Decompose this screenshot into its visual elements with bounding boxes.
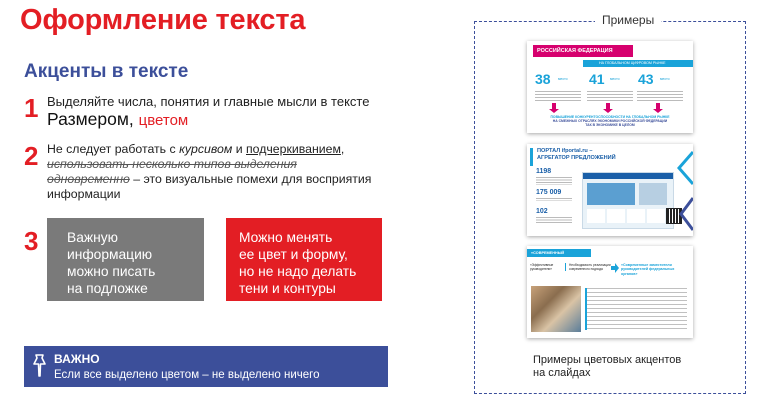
rule-2-part2: и — [232, 142, 246, 156]
red-box-line: тени и контуры — [239, 281, 336, 296]
slide-3-text-lines — [587, 288, 687, 330]
grey-box-line: Важную — [67, 230, 118, 245]
slide-2-stat: 1198 — [536, 168, 552, 175]
slide-1-footer-line: НА СМЕЖНЫХ ОТРАСЛЯХ ЭКОНОМИКИ РОССИЙСКОЙ ФЕДЕРАЦИИ — [552, 119, 668, 124]
important-note — [24, 346, 388, 387]
slide-3-accent-bar — [585, 288, 587, 330]
slide-3-label-left: «Эффективные руководители» — [530, 263, 554, 271]
note-heading: ВАЖНО — [54, 352, 100, 366]
red-backdrop-box — [226, 218, 382, 301]
red-box-line: но не надо делать — [239, 264, 357, 279]
rule-2-italic-word: курсивом — [179, 142, 233, 156]
slide-1-stat: 43 — [638, 71, 654, 87]
example-slide-2[interactable] — [527, 144, 693, 236]
slide-2-decor-icon — [667, 144, 693, 236]
page-title: Оформление текста — [20, 4, 306, 36]
section-subtitle: Акценты в тексте — [24, 61, 189, 82]
slide-1-arrows-icon — [527, 103, 693, 113]
rule-1-color-word: цветом — [138, 112, 189, 129]
examples-panel-title: Примеры — [595, 13, 661, 27]
rule-number-2: 2 — [24, 141, 39, 171]
grey-box-line: информацию — [67, 247, 153, 262]
rule-1-text: Выделяйте числа, понятия и главные мысли в тексте — [47, 94, 370, 109]
note-text: Если все выделено цветом – не выделено ничего — [54, 369, 320, 381]
slide-3-arrow-icon — [611, 263, 619, 273]
slide-1-footer-line: ТАК В ЭКОНОМИКЕ В ЦЕЛОМ — [585, 123, 635, 128]
grey-backdrop-box — [47, 218, 204, 301]
red-box-line: Можно менять — [239, 230, 333, 245]
red-box-text — [239, 229, 356, 297]
examples-caption — [533, 354, 703, 380]
slide-3-header: «СОВРЕМЕННЫЙ ЗАМЕСТИТЕЛЬ» — [527, 249, 591, 257]
slide-3-label-mid: Необходимость реализации современного подхода — [565, 263, 613, 271]
slide-2-screenshot — [582, 172, 674, 229]
slide-2-screenshot-side — [639, 183, 667, 205]
slide-2-stat: 102 — [536, 208, 548, 215]
slide-1-footer-line: ПОВЫШЕНИЕ КОНКУРЕНТОСПОСОБНОСТИ НА ГЛОБАЛЬНОМ РЫНКЕ — [550, 115, 670, 119]
rule-number-3: 3 — [24, 226, 39, 256]
rule-number-1: 1 — [24, 93, 39, 123]
pushpin-icon — [31, 354, 48, 378]
rule-2-part1: Не следует работать с — [47, 142, 180, 156]
example-slide-3[interactable] — [527, 246, 693, 338]
example-slide-1[interactable] — [527, 41, 693, 133]
slide-2-text-lines — [536, 198, 572, 201]
slide-1-stat-suffix: место — [660, 77, 670, 81]
slide-1-stat: 41 — [589, 71, 605, 87]
slide-1-stat: 38 — [535, 71, 551, 87]
caption-line: Примеры цветовых акцентов — [533, 354, 682, 366]
slide-2-accent-bar — [530, 148, 533, 166]
slide-2-title — [537, 148, 616, 162]
grey-box-line: на подложке — [67, 281, 148, 296]
caption-line: на слайдах — [533, 367, 591, 379]
slide-1-stat-suffix: место — [558, 77, 568, 81]
slide-1-text-lines — [535, 91, 581, 101]
grey-box-text — [67, 229, 155, 297]
slide-3-label-right: «Современные заместители руководителей федеральных органов» — [621, 263, 675, 276]
slide-1-band: НА ГЛОБАЛЬНОМ ЦИФРОВОМ РЫНКЕ — [583, 60, 693, 67]
rule-2-part4: – это визуальные помехи для восприятия информации — [47, 172, 372, 201]
slide-2-title-line: АГРЕГАТОР ПРЕДЛОЖЕНИЙ — [537, 155, 616, 161]
slide-2-title-line: ПОРТАЛ ifportal.ru – — [537, 148, 593, 154]
rule-2-struck-phrase: использовать несколько типов выделения одновременно — [47, 157, 297, 186]
rule-1-example — [47, 109, 188, 130]
slide-2-screenshot-tiles — [587, 209, 667, 223]
slide-1-text-lines — [637, 91, 683, 101]
slide-2-text-lines — [536, 177, 572, 185]
grey-box-line: можно писать — [67, 264, 156, 279]
slide-2-stat: 175 009 — [536, 189, 562, 196]
slide-1-stat-suffix: место — [610, 77, 620, 81]
rule-1-size-word: Размером, — [47, 109, 134, 129]
red-box-line: ее цвет и форму, — [239, 247, 348, 262]
slide-3-photo — [531, 286, 581, 332]
rule-2-underlined-word: подчеркиванием — [245, 142, 341, 156]
rule-2-part3: , — [340, 142, 345, 156]
slide-1-header: РОССИЙСКАЯ ФЕДЕРАЦИЯ — [533, 45, 633, 57]
slide-2-screenshot-banner — [587, 183, 635, 205]
slide-2-text-lines — [536, 217, 572, 223]
rule-2-text — [47, 142, 382, 202]
slide-1-footer — [537, 115, 683, 128]
slide-2-screenshot-header — [583, 173, 673, 179]
slide-1-text-lines — [587, 91, 633, 101]
